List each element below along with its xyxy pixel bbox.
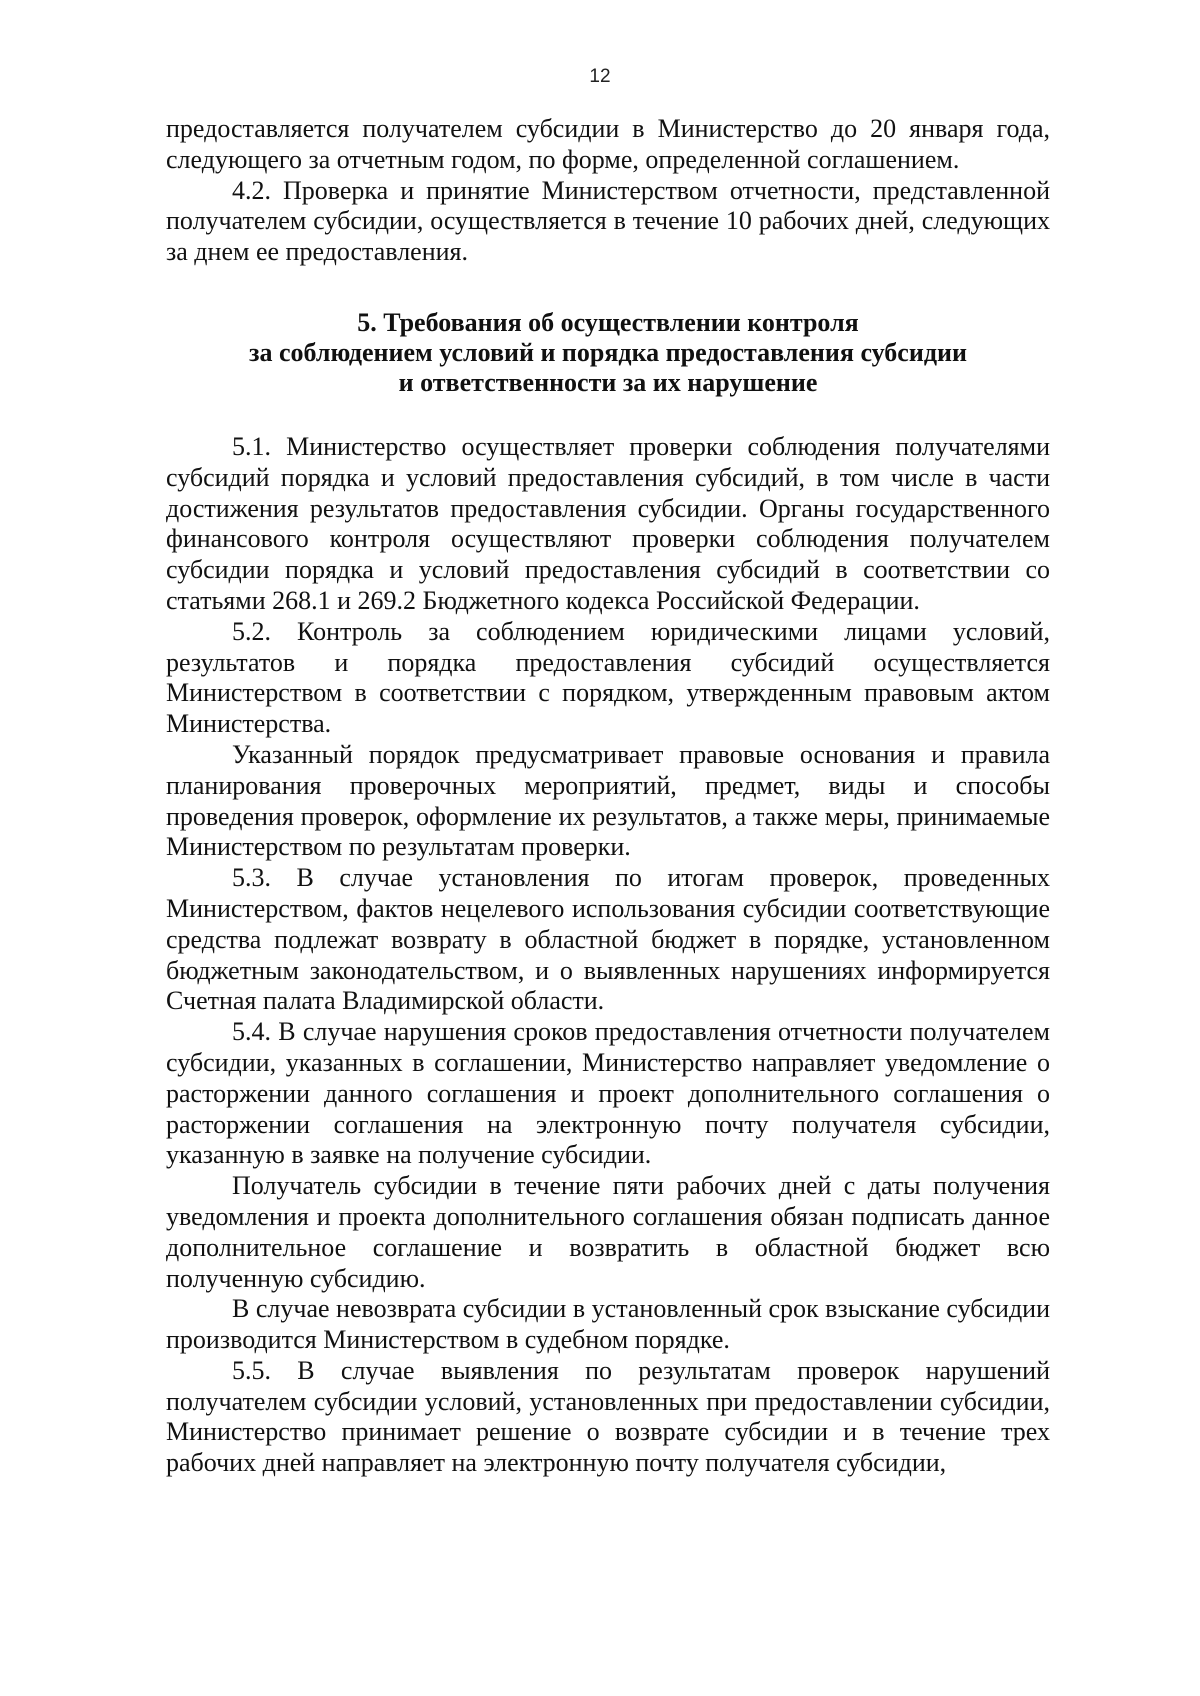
paragraph-5-5: 5.5. В случае выявления по результатам проверок нарушений получателем субсидии условий, установленных при предоставлении субсидии, Министерство принимает решение о возврате субсидии и в течение трех рабочих дней направляет на электронную почту получателя субсидии, (166, 1355, 1050, 1478)
paragraph-4-2: 4.2. Проверка и принятие Министерством отчетности, представленной получателем субсидии, осуществляется в течение 10 рабочих дней, следующих за днем ее предоставления. (166, 175, 1050, 267)
section-heading-line: за соблюдением условий и порядка предоставления субсидии (249, 337, 967, 367)
paragraph-5-2: 5.2. Контроль за соблюдением юридическими лицами условий, результатов и порядка предоставления субсидий осуществляется Министерством в соответствии с порядком, утвержденным правовым актом Министерства. (166, 616, 1050, 739)
document-body (166, 114, 1050, 1479)
paragraph-5-1: 5.1. Министерство осуществляет проверки соблюдения получателями субсидий порядка и условий предоставления субсидий, в том числе в части достижения результатов предоставления субсидии. Органы государственного финансового контроля осуществляют проверки соблюдения получателем субсидии порядка и условий предоставления субсидий в соответствии со статьями 268.1 и 269.2 Бюджетного кодекса Российской Федерации. (166, 431, 1050, 615)
section-heading-line: 5. Требования об осуществлении контроля (357, 307, 859, 337)
paragraph-5-4: 5.4. В случае нарушения сроков предоставления отчетности получателем субсидии, указанных в соглашении, Министерство направляет уведомление о расторжении данного соглашения и проект дополнительного соглашения о расторжении соглашения на электронную почту получателя субсидии, указанную в заявке на получение субсидии. (166, 1017, 1050, 1170)
section-heading-line: и ответственности за их нарушение (398, 367, 818, 397)
paragraph-5-3: 5.3. В случае установления по итогам проверок, проведенных Министерством, фактов нецелевого использования субсидии соответствующие средства подлежат возврату в областной бюджет в порядке, установленном бюджетным законодательством, и о выявленных нарушениях информируется Счетная палата Владимирской области. (166, 863, 1050, 1016)
paragraph-continuation: предоставляется получателем субсидии в Министерство до 20 января года, следующего за отчетным годом, по форме, определенной соглашением. (166, 114, 1050, 174)
paragraph-5-4-recipient: Получатель субсидии в течение пяти рабочих дней с даты получения уведомления и проекта дополнительного соглашения обязан подписать данное дополнительное соглашение и возвратить в областной бюджет всю полученную субсидию. (166, 1171, 1050, 1293)
paragraph-5-4-nonreturn: В случае невозврата субсидии в установленный срок взыскание субсидии производится Министерством в судебном порядке. (166, 1294, 1050, 1355)
page-number: 12 (589, 66, 611, 87)
section-5-heading (166, 308, 1050, 398)
paragraph-5-2-procedure: Указанный порядок предусматривает правовые основания и правила планирования проверочных мероприятий, предмет, виды и способы проведения проверок, оформление их результатов, а также меры, принимаемые Министерством по результатам проверки. (166, 739, 1050, 862)
